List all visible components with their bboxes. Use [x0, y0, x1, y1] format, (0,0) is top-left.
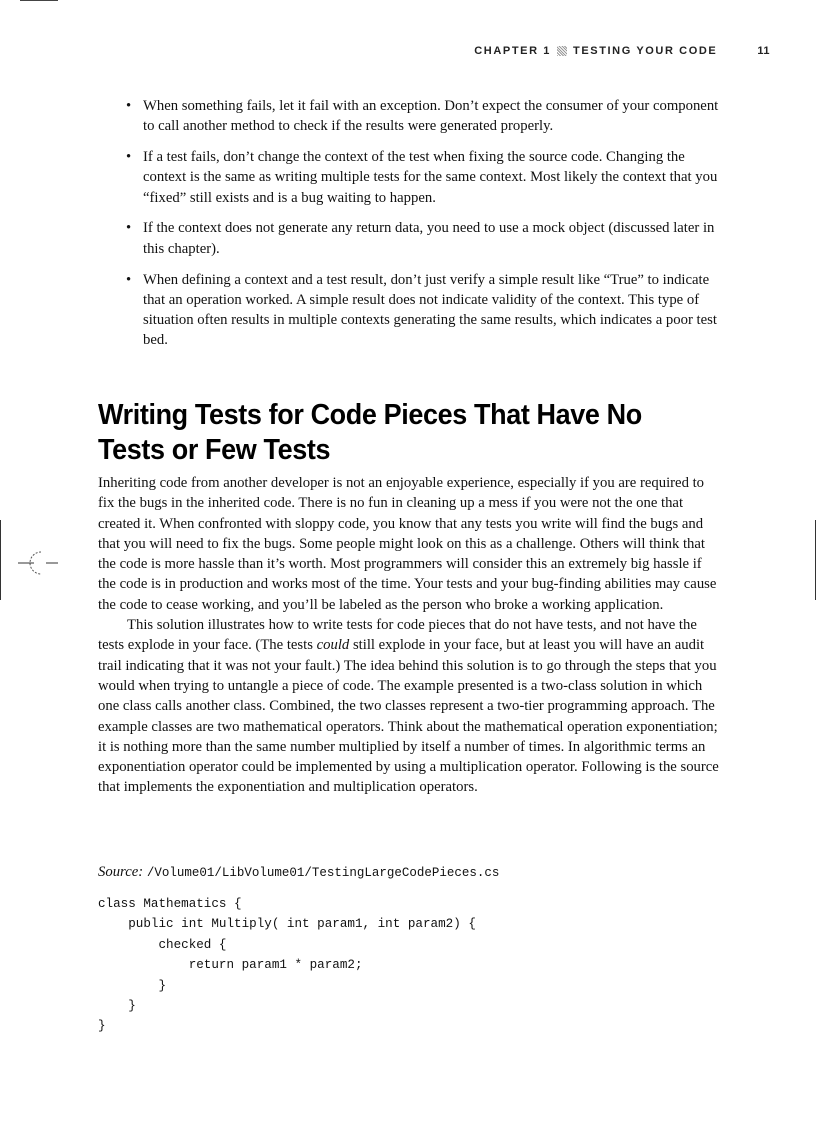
- registration-mark-icon: [18, 549, 58, 577]
- bullet-icon: •: [126, 271, 132, 288]
- bullet-icon: •: [126, 98, 132, 114]
- source-reference: [98, 862, 499, 883]
- shaded-square-icon: [557, 46, 567, 56]
- list-item: • When defining a context and a test result, don’t just verify a simple result like “True” to indicate that an operation worked. A simple result does not indicate validity of the context. This type of situation often results in multiple contexts generating the same results, which indicates a poor test bed.: [126, 271, 717, 349]
- emphasis: could: [316, 637, 350, 654]
- page-number: 11: [757, 45, 770, 57]
- list-item: • When something fails, let it fail with an exception. Don’t expect the consumer of your component to call another method to check if the results were generated properly.: [126, 98, 719, 135]
- guideline-list: [124, 96, 724, 361]
- running-head: [474, 45, 770, 57]
- code-listing: class Mathematics { public int Multiply( int param1, int param2) { checked { return param1 * param2; } } }: [98, 897, 476, 1034]
- crop-mark-top: [20, 0, 58, 1]
- section-body: [98, 473, 720, 798]
- bullet-icon: •: [126, 149, 132, 166]
- paragraph: This solution illustrates how to write tests for code pieces that do not have tests, and not have the tests explode in your face. (The tests could still explode in your face, but at least you will have an audit trail indicating that it was not your fault.) The idea behind this solution is to go through the steps that you would when trying to untangle a piece of code. The example presented is a two-class solution in which one class calls another class. Combined, the two classes represent a two-tier programming approach. The example classes are two mathematical operators. Think about the mathematical operation exponentiation; it is nothing more than the same number multiplied by itself a number of times. In algorithmic terms an exponentiation operator could be implemented by using a multiplication operator. Following is the source that implements the exponentiation and multiplication operators.: [98, 617, 719, 796]
- source-path: /Volume01/LibVolume01/TestingLargeCodePieces.cs: [146, 866, 500, 880]
- section-heading: Writing Tests for Code Pieces That Have No Tests or Few Tests: [98, 399, 642, 466]
- bullet-icon: •: [126, 220, 132, 237]
- crop-mark-left: [0, 520, 1, 600]
- chapter-title: TESTING YOUR CODE: [573, 45, 718, 57]
- list-item: • If a test fails, don’t change the context of the test when fixing the source code. Changing the context is the same as writing multiple tests for the same context. Most likely the context that you “fixed” still exists and is a bug waiting to happen.: [126, 149, 718, 206]
- paragraph: Inheriting code from another developer is not an enjoyable experience, especially if you are required to fix the bugs in the inherited code. There is no fun in cleaning up a mess if you were not the one that created it. When confronted with sloppy code, you know that any tests you write will find the bugs and that you will need to fix the bugs. Some people might look on this as a challenge. Others will think that the code is more hassle than it’s worth. Most programmers will consider this an extremely big hassle if the code is in production and works most of the time. Your tests and your bug-finding abilities may cause the code to cease working, and you’ll be labeled as the person who broke a working application.: [98, 475, 717, 613]
- chapter-label: CHAPTER 1: [474, 45, 552, 57]
- list-item: • If the context does not generate any return data, you need to use a mock object (discussed later in this chapter).: [126, 220, 715, 257]
- source-label: Source:: [98, 864, 144, 880]
